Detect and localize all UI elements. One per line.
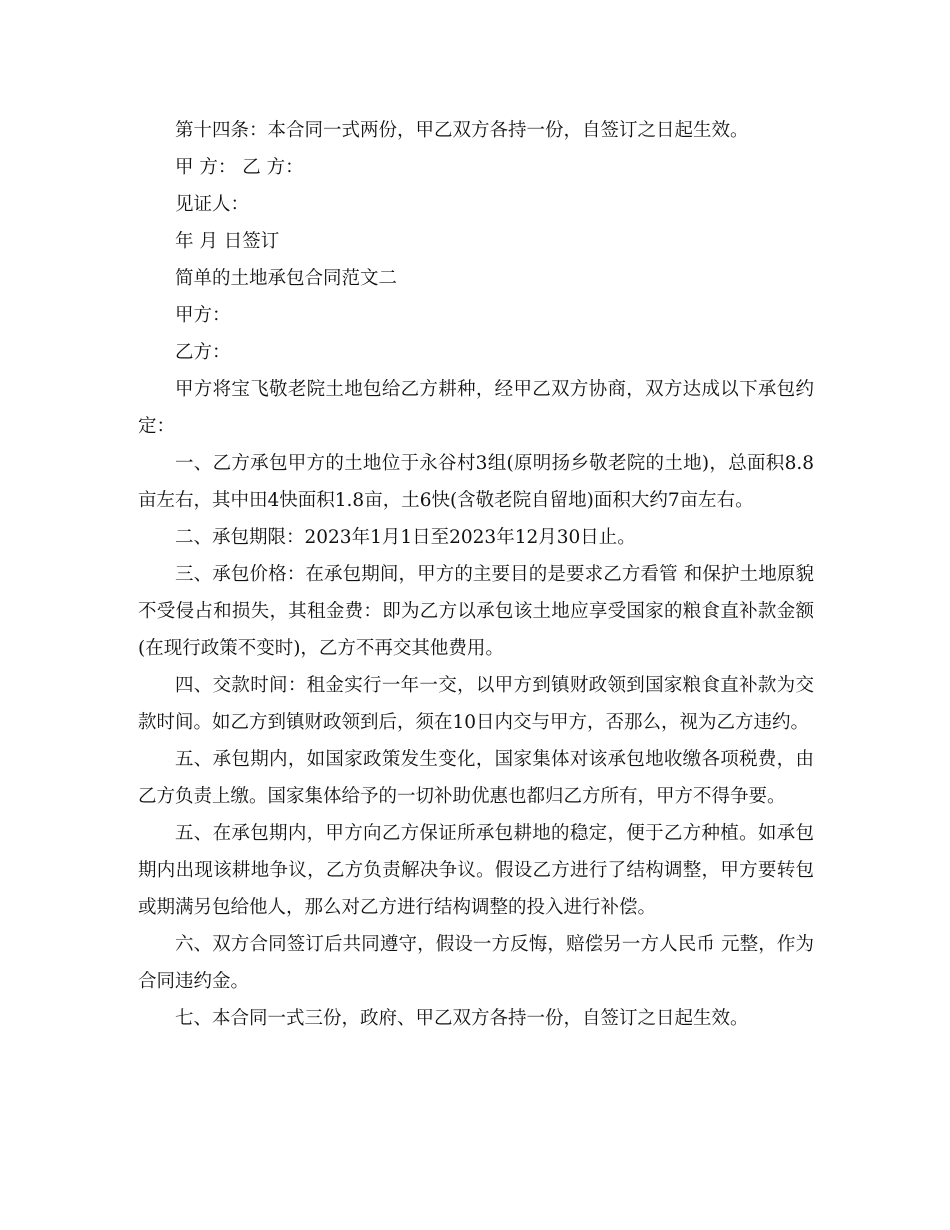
clause-5a: 五、承包期内，如国家政策发生变化，国家集体对该承包地收缴各项税费，由乙方负责上缴。国家集体给予的一切补助优惠也都归乙方所有，甲方不得争要。 bbox=[138, 749, 814, 807]
party-a-line: 甲方： bbox=[175, 305, 231, 326]
clause-5b: 五、在承包期内，甲方向乙方保证所承包耕地的稳定，便于乙方种植。如承包期内出现该耕地争议，乙方负责解决争议。假设乙方进行了结构调整，甲方要转包或期满另包给他人，那么对乙方进行结构调整的投入进行补偿。 bbox=[138, 823, 814, 918]
witness-line: 见证人： bbox=[175, 194, 250, 215]
party-signature-line: 甲 方： 乙 方： bbox=[175, 157, 304, 178]
clause-4: 四、交款时间：租金实行一年一交，以甲方到镇财政领到国家粮食直补款为交款时间。如乙方到镇财政领到后，须在10日内交与甲方，否那么，视为乙方违约。 bbox=[138, 675, 814, 733]
clause-6: 六、双方合同签订后共同遵守，假设一方反悔，赔偿另一方人民币 元整，作为合同违约金。 bbox=[138, 934, 814, 992]
clause-3: 三、承包价格：在承包期间，甲方的主要目的是要求乙方看管 和保护土地原貌不受侵占和损失，其租金费：即为乙方以承包该土地应享受国家的粮食直补款金额(在现行政策不变时)，乙方不再交其他费用。 bbox=[138, 564, 814, 659]
document-body bbox=[138, 112, 814, 1037]
signing-date-line: 年 月 日签订 bbox=[175, 231, 280, 252]
clause-14: 第十四条：本合同一式两份，甲乙双方各持一份，自签订之日起生效。 bbox=[175, 120, 749, 141]
intro-paragraph: 甲方将宝飞敬老院土地包给乙方耕种，经甲乙双方协商，双方达成以下承包约定： bbox=[138, 379, 814, 437]
clause-2: 二、承包期限：2023年1月1日至2023年12月30日止。 bbox=[175, 527, 636, 548]
section-title: 简单的土地承包合同范文二 bbox=[175, 268, 398, 289]
clause-1: 一、乙方承包甲方的土地位于永谷村3组(原明扬乡敬老院的土地)，总面积8.8亩左右，其中田4快面积1.8亩，土6快(含敬老院自留地)面积大约7亩左右。 bbox=[138, 453, 814, 511]
clause-7: 七、本合同一式三份，政府、甲乙双方各持一份，自签订之日起生效。 bbox=[175, 1008, 749, 1029]
party-b-line: 乙方： bbox=[175, 342, 231, 363]
